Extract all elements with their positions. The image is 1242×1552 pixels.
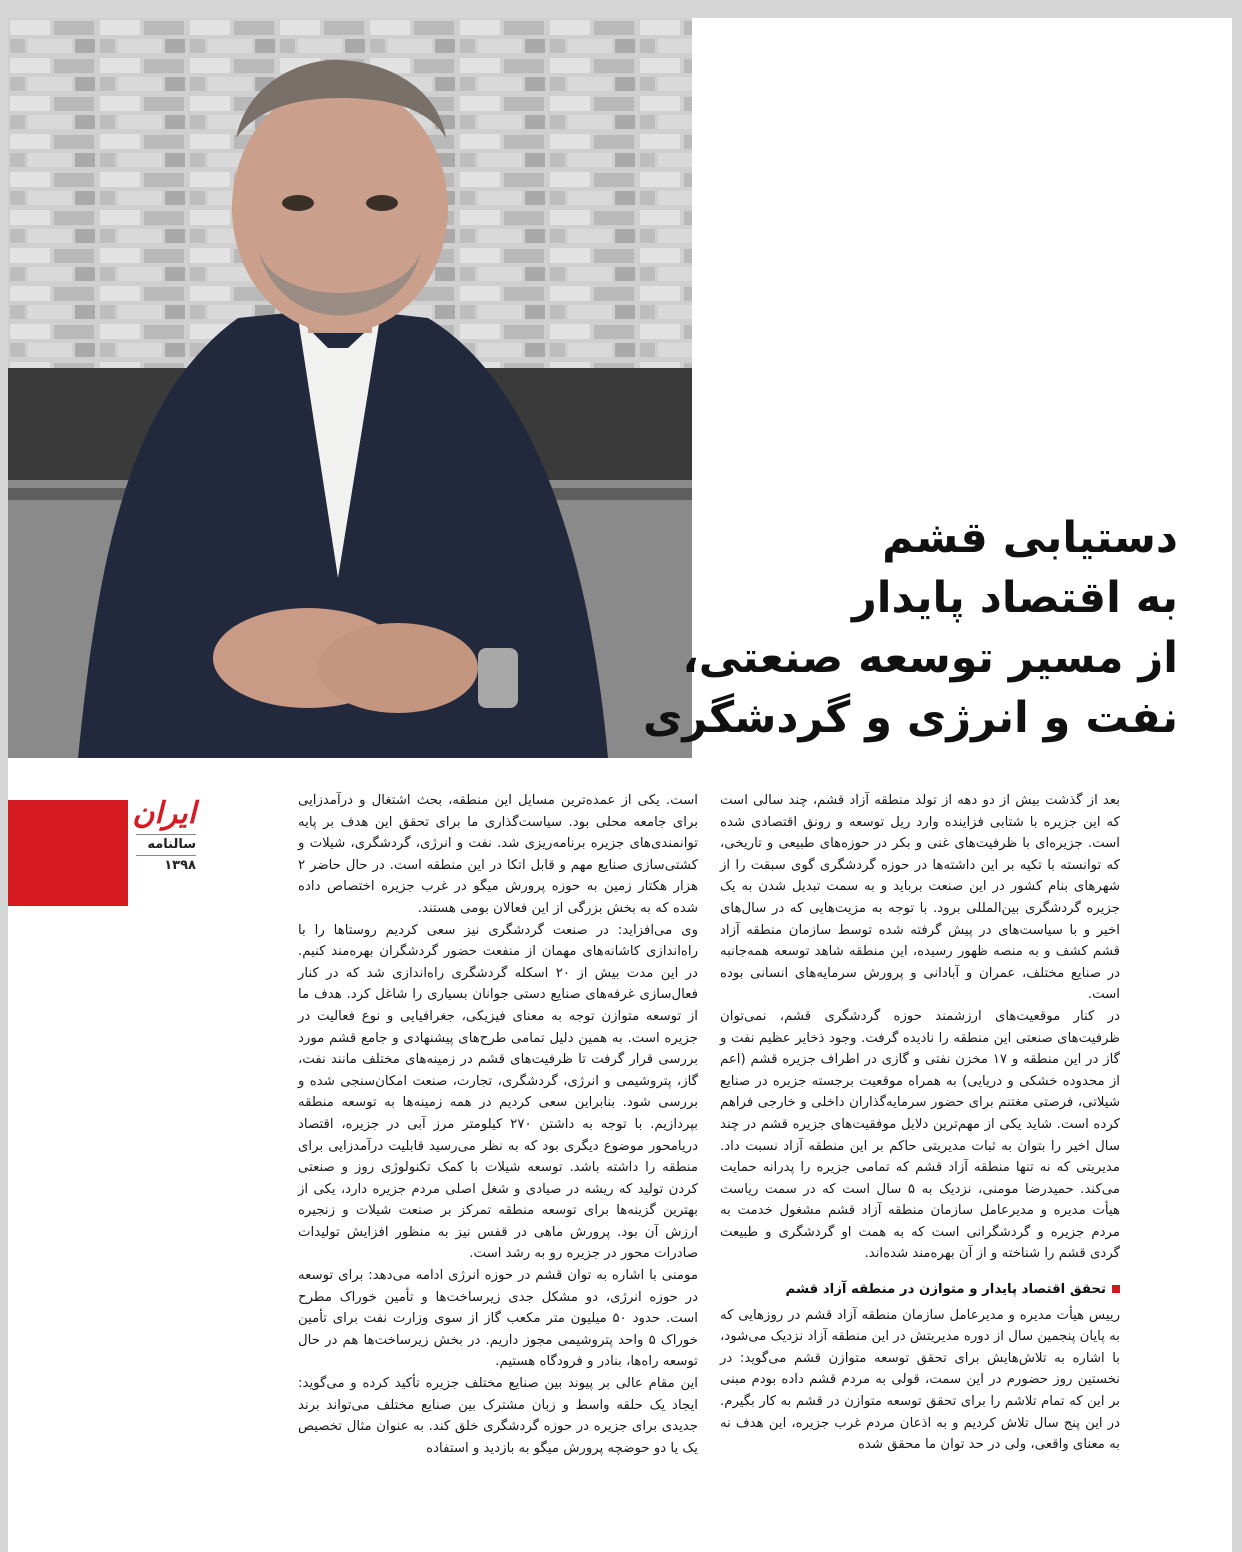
red-square-icon <box>1112 1285 1120 1293</box>
brand-label: سالنامه <box>136 834 196 855</box>
article-column-right <box>720 790 1120 1456</box>
magazine-page <box>8 18 1232 1552</box>
brand-block <box>132 794 196 876</box>
brand-year: ۱۳۹۸ <box>136 855 196 876</box>
article-column-middle <box>298 790 698 1459</box>
subhead-text: تحقق اقتصاد پایدار و متوازن در منطقه آزاد قشم <box>785 1282 1106 1298</box>
paragraph: است. یکی از عمده‌ترین مسایل این منطقه، بحث اشتغال و درآمدزایی برای جامعه محلی بود. سیاست‌گذاری ما برای تحقق این هدف بر پایه توانمندی‌های جزیره برنامه‌ریزی شد. نفت و انرژی، گردشگری، شیلات و کشتی‌سازی صنایع مهم و قابل اتکا در این منطقه است. در حال حاضر ۲ هزار هکتار زمین به حوزه پرورش میگو در غرب جزیره اختصاص داده شده که به بخش بزرگی از این فعالان بومی هستند. <box>298 793 698 916</box>
headline-line-1: دستیابی قشم <box>882 513 1178 563</box>
brand-logo: ایران <box>132 796 196 831</box>
section-subhead <box>720 1279 1120 1301</box>
article-headline <box>642 508 1178 748</box>
headline-line-4: نفت و انرژی و گردشگری <box>642 693 1178 743</box>
portrait-photo-icon <box>8 18 692 758</box>
portrait-photo <box>8 18 692 758</box>
headline-line-2: به اقتصاد پایدار <box>852 573 1178 623</box>
paragraph: مومنی با اشاره به توان قشم در حوزه انرژی ادامه می‌دهد: برای توسعه در حوزه انرژی، دو مشکل جدی زیرساخت‌ها و تأمین خوراک مطرح است. حدود ۵۰ میلیون متر مکعب گاز از سوی وزارت نفت برای تأمین خوراک ۵ واحد پتروشیمی مجوز داریم. در بخش زیرساخت‌ها هم در حال توسعه راه‌ها، بنادر و فرودگاه هستیم. <box>298 1268 698 1370</box>
paragraph: در کنار موقعیت‌های ارزشمند حوزه گردشگری قشم، نمی‌توان ظرفیت‌های صنعتی این منطقه را نادیده گرفت. وجود ذخایر عظیم نفت و گاز در این منطقه و ۱۷ مخزن نفتی و گازی در اطراف جزیره قشم (اعم از محدوده خشکی و دریایی) به همراه موقعیت برجسته جزیره در صنایع شیلاتی، فرصتی مغتنم برای حضور سرمایه‌گذاران داخلی و خارجی فراهم کرده است. شاید یکی از مهم‌ترین دلایل موفقیت‌های جزیره قشم در چند سال اخیر را بتوان به ثبات مدیریتی حاکم بر این منطقه آزاد نسبت داد. مدیریتی که نه تنها منطقه آزاد قشم که تمامی جزیره را پدرانه حمایت می‌کند. حمیدرضا مومنی، نزدیک به ۵ سال است که در سمت ریاست هیأت مدیره و مدیرعامل سازمان منطقه آزاد قشم مشغول خدمت به مردم جزیره و گردشگرانی است که به همت او گردشگری و طبیعت گردی قشم را شناخته و از آن بهره‌مند شده‌اند. <box>720 1008 1120 1262</box>
paragraph: وی می‌افزاید: در صنعت گردشگری نیز سعی کردیم روستاها را با راه‌اندازی کاشانه‌های مهمان از منفعت حضور گردشگران بهره‌مند کنیم. در این مدت بیش از ۲۰ اسکله گردشگری راه‌اندازی شد که در کنار فعال‌سازی غرفه‌های صنایع دستی جوانان بسیاری را شاغل کرد. هدف ما از توسعه متوازن توجه به معنای فیزیکی، جغرافیایی و نوع فعالیت در جزیره است. به همین دلیل تمامی طرح‌های پیشنهادی و جامع قشم مورد بررسی قرار گرفت تا ظرفیت‌های قشم در زمینه‌های مختلف مانند نفت، گاز، پتروشیمی و انرژی، گردشگری، تجارت، صنعت امکان‌سنجی شده و بررسی شود. بنابراین سعی کردیم در همه زمینه‌ها به توسعه منطقه بپردازیم. با توجه به داشتن ۲۷۰ کیلومتر مرز آبی در جزیره، اقتصاد دریامحور موضوع دیگری بود که به نظر می‌رسید قابلیت درآمدزایی برای منطقه را داشته باشد. توسعه شیلات با کمک تکنولوژی روز و صنعتی کردن تولید که ریشه در صیادی و شغل اصلی مردم جزیره دارد، یکی از بهترین گزینه‌ها برای توسعه منطقه تمرکز بر صنعت شیلات و زنجیره ارزش آن بود. پرورش ماهی در قفس نیز به منظور افزایش تولیدات صادرات محور در جزیره رو به رشد است. <box>298 922 698 1262</box>
red-accent-block <box>8 800 128 906</box>
paragraph: بعد از گذشت بیش از دو دهه از تولد منطقه آزاد قشم، چند سالی است که این جزیره با شتابی فزاینده وارد ریل توسعه و رونق اقتصادی شده است. جزیره‌ای با ظرفیت‌های غنی و بکر در حوزه‌های طبیعی و تاریخی، که توانسته با تکیه بر این داشته‌ها در حوزه گردشگری گوی سبقت را از شهرهای بنام کشور در این صنعت برباید و به سمت تبدیل شدن به یک جزیره گردشگری بین‌المللی برود. با توجه به مزیت‌هایی که در سال‌های اخیر و با سیاست‌های در پیش گرفته شده توسط سازمان منطقه آزاد قشم کشف و به منصه ظهور رسیده، این منطقه شاهد توسعه همه‌جانبه در صنایع مختلف، عمران و آبادانی و پرورش سرمایه‌های انسانی بوده است. <box>720 793 1120 1003</box>
paragraph: این مقام عالی بر پیوند بین صنایع مختلف جزیره تأکید کرده و می‌گوید: ایجاد یک حلقه واسط و زبان مشترک بین صنایع مختلف می‌تواند برند جدیدی برای جزیره در حوزه گردشگری خلق کند. به عنوان مثال تخصیص یک یا دو حوضچه پرورش میگو به بازدید و استفاده <box>298 1376 698 1456</box>
paragraph: رییس هیأت مدیره و مدیرعامل سازمان منطقه آزاد قشم در روزهایی که به پایان پنجمین سال از دوره مدیریتش در این منطقه آزاد نزدیک می‌شود، با اشاره به تلاش‌هایش برای تحقق توسعه متوازن قشم می‌گوید: در نخستین روز حضورم در این سمت، قولی به مردم قشم داده بودم مبنی بر این که تمام تلاشم را برای تحقق توسعه متوازن در قشم به کار بگیرم. در این پنج سال تلاش کردیم و به اذعان مردم غرب جزیره، این هدف نه به معنای واقعی، ولی در حد توان ما محقق شده <box>720 1307 1120 1453</box>
headline-line-3: از مسیر توسعه صنعتی، <box>682 633 1178 683</box>
